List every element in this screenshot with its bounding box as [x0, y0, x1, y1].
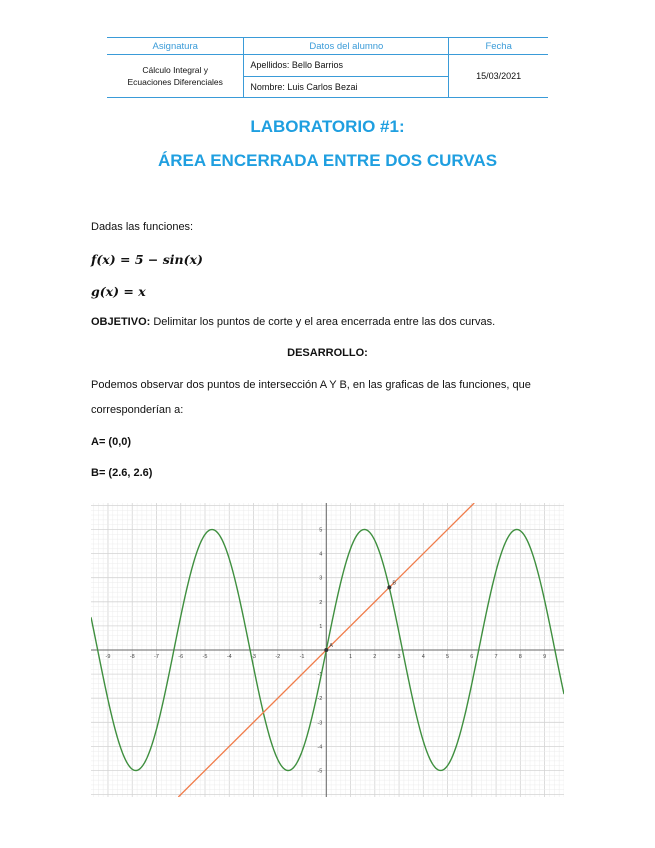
x-tick-label: -8 [129, 654, 135, 660]
x-tick-label: -9 [105, 654, 111, 660]
subject-cell [107, 55, 244, 98]
y-tick-label: 1 [319, 623, 323, 630]
x-tick-label: 3 [397, 654, 401, 660]
page-title: LABORATORIO #1: [250, 117, 405, 136]
x-tick-label: 7 [494, 654, 498, 660]
x-tick-label: -5 [202, 654, 208, 660]
x-tick-label: -6 [178, 654, 184, 660]
surnames-cell: Apellidos: Bello Barrios [244, 55, 449, 77]
subject-line-2: Ecuaciones Diferenciales [127, 77, 223, 87]
point-a-text: A= (0,0) [91, 436, 132, 448]
paragraph-line-2: corresponderían a: [91, 404, 184, 416]
intersection-point-a [324, 648, 328, 652]
x-tick-label: -7 [154, 654, 159, 660]
paragraph-line-1: Podemos observar dos puntos de intersección A Y B, en las graficas de las funciones, que [91, 379, 531, 391]
name-cell: Nombre: Luis Carlos Bezai [244, 76, 449, 98]
y-tick-label: -5 [317, 768, 323, 775]
y-tick-label: 3 [319, 575, 323, 582]
intersection-point-b [387, 585, 391, 589]
y-tick-label: 4 [319, 551, 323, 558]
objective-text: Delimitar los puntos de corte y el area encerrada entre las dos curvas. [150, 316, 496, 328]
function-graph [91, 503, 564, 797]
y-tick-label: -4 [317, 744, 323, 751]
x-tick-label: -4 [226, 654, 232, 660]
header-table [107, 37, 548, 98]
point-label-b: B [392, 580, 397, 587]
x-tick-label: 6 [470, 654, 474, 660]
subject-line-1: Cálculo Integral y [142, 65, 209, 75]
point-b-text: B= (2.6, 2.6) [91, 467, 153, 479]
objective-paragraph [91, 316, 495, 328]
date-cell: 15/03/2021 [449, 55, 548, 98]
header-student-label: Datos del alumno [244, 38, 449, 55]
y-tick-label: -1 [317, 672, 323, 679]
intro-text: Dadas las funciones: [91, 221, 194, 233]
x-tick-label: 2 [373, 654, 377, 660]
header-subject-label: Asignatura [107, 38, 244, 55]
x-tick-label: 8 [518, 654, 522, 660]
x-tick-label: 4 [421, 654, 425, 660]
y-tick-label: 2 [319, 599, 323, 606]
x-tick-label: 9 [543, 654, 547, 660]
x-tick-label: 5 [446, 654, 450, 660]
objective-label: OBJETIVO: [91, 316, 151, 328]
function-g: g(x) = x [91, 284, 146, 299]
y-tick-label: -2 [317, 696, 323, 703]
header-date-label: Fecha [449, 38, 548, 55]
x-tick-label: -3 [251, 654, 256, 660]
y-tick-label: -3 [317, 720, 323, 727]
y-tick-label: 5 [319, 527, 323, 534]
function-f: f(x) = 5 − sin(x) [91, 252, 203, 267]
x-tick-label: 1 [349, 654, 353, 660]
page-subtitle: ÁREA ENCERRADA ENTRE DOS CURVAS [157, 151, 498, 170]
development-heading: DESARROLLO: [287, 347, 368, 359]
x-tick-label: -1 [299, 654, 305, 660]
point-label-a: A [329, 643, 333, 649]
x-tick-label: -2 [275, 654, 281, 660]
